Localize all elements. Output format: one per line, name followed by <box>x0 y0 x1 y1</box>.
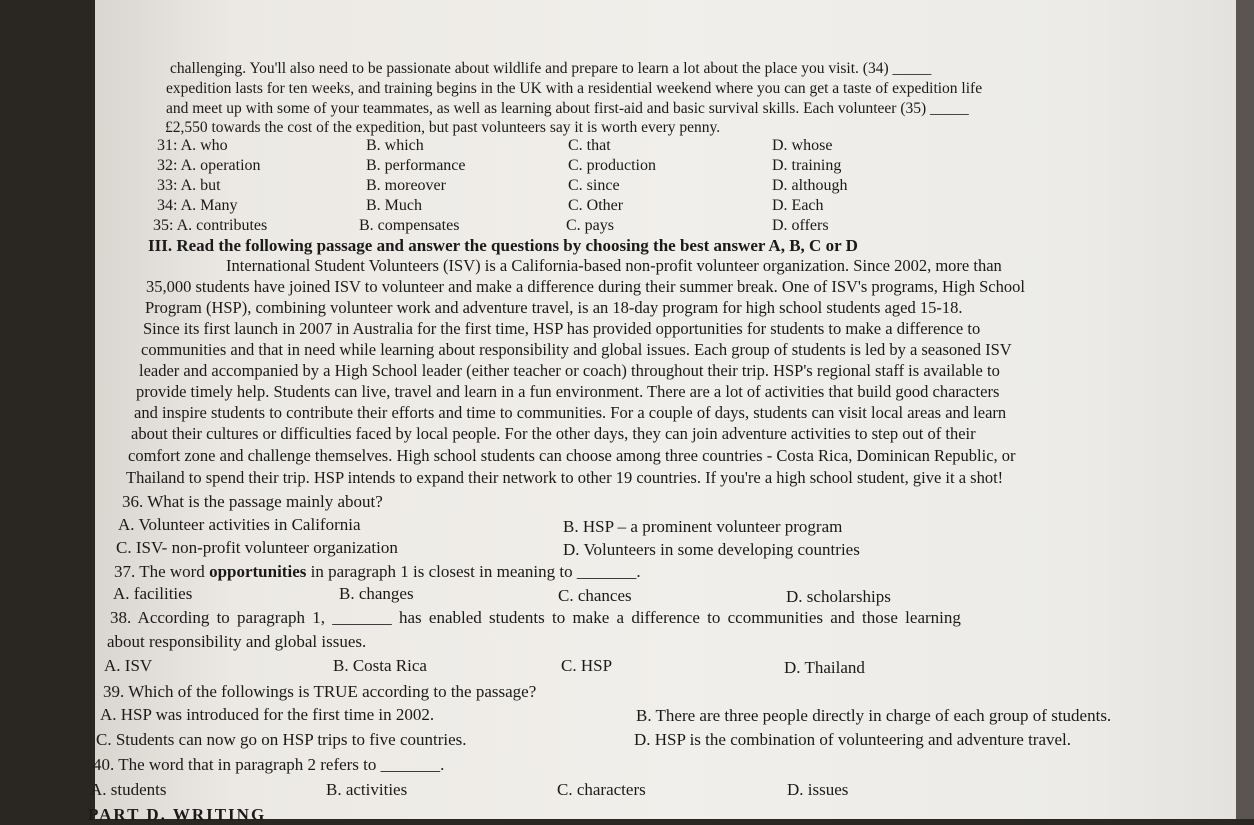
question-36-stem: 36. What is the passage mainly about? <box>122 492 383 511</box>
question-40-option-c[interactable]: C. characters <box>557 780 646 799</box>
question-37-stem <box>114 562 641 582</box>
question-37-keyword: opportunities <box>209 562 307 581</box>
question-36-option-d[interactable]: D. Volunteers in some developing countries <box>563 540 860 559</box>
question-38-stem-line-2: about responsibility and global issues. <box>107 632 367 651</box>
cloze-32-b[interactable]: B. performance <box>366 157 466 174</box>
passage-line-9: about their cultures or difficulties faced by local people. For the other days, they can join adventure activities to step out of their <box>131 424 976 443</box>
passage-line-8: and inspire students to contribute their efforts and time to communities. For a couple of days, students can visit local areas and learn <box>134 403 1007 422</box>
question-37-option-c[interactable]: C. chances <box>558 586 632 605</box>
cloze-35-a[interactable]: 35: A. contributes <box>153 217 268 234</box>
question-38-option-d[interactable]: D. Thailand <box>784 658 865 677</box>
cloze-32-c[interactable]: C. production <box>568 157 656 174</box>
cloze-31-b[interactable]: B. which <box>366 137 424 154</box>
question-38-option-c[interactable]: C. HSP <box>561 656 613 675</box>
question-37-stem-pre: 37. The word <box>114 562 210 581</box>
question-38-option-a[interactable]: A. ISV <box>104 656 153 675</box>
passage-line-2: 35,000 students have joined ISV to volunteer and make a difference during their summer break. One of ISV's programs, High School <box>146 277 1025 296</box>
passage-line-3: Program (HSP), combining volunteer work and adventure travel, is an 18-day program for high school students aged 15-18. <box>145 298 963 317</box>
cloze-35-b[interactable]: B. compensates <box>359 217 460 234</box>
cloze-31-d[interactable]: D. whose <box>772 137 833 154</box>
question-36-option-b[interactable]: B. HSP – a prominent volunteer program <box>563 517 843 536</box>
cloze-31-a[interactable]: 31: A. who <box>157 137 228 154</box>
question-39-option-b[interactable]: B. There are three people directly in charge of each group of students. <box>636 706 1112 725</box>
question-40-option-d[interactable]: D. issues <box>787 780 849 799</box>
question-39-stem: 39. Which of the followings is TRUE according to the passage? <box>103 682 537 701</box>
question-37-stem-post: in paragraph 1 is closest in meaning to _______. <box>306 562 641 581</box>
question-36-option-a[interactable]: A. Volunteer activities in California <box>118 515 361 534</box>
section-3-heading: III. Read the following passage and answer the questions by choosing the best answer A, B, C or D <box>148 236 858 255</box>
question-37-option-a[interactable]: A. facilities <box>113 584 193 603</box>
page-edge-shadow <box>1236 0 1254 819</box>
cloze-32-d[interactable]: D. training <box>772 157 842 174</box>
cloze-35-c[interactable]: C. pays <box>566 217 614 234</box>
cloze-33-b[interactable]: B. moreover <box>366 177 446 194</box>
cloze-34-a[interactable]: 34: A. Many <box>157 197 238 214</box>
question-39-option-c[interactable]: C. Students can now go on HSP trips to five countries. <box>96 730 467 749</box>
cloze-32-a[interactable]: 32: A. operation <box>157 157 261 174</box>
cloze-33-d[interactable]: D. although <box>772 177 848 194</box>
part-d-heading: PART D. WRITING <box>88 805 267 824</box>
cloze-33-a[interactable]: 33: A. but <box>157 177 221 194</box>
cloze-31-c[interactable]: C. that <box>568 137 611 154</box>
passage-line-5: communities and that in need while learning about responsibility and global issues. Each group of students is led by a seasoned ISV <box>141 340 1012 359</box>
question-39-option-d[interactable]: D. HSP is the combination of volunteering and adventure travel. <box>634 730 1072 749</box>
passage1-line-3: and meet up with some of your teammates, as well as learning about first-aid and basic survival skills. Each volunteer (35) _____ <box>166 100 969 117</box>
passage1-line-1: challenging. You'll also need to be passionate about wildlife and prepare to learn a lot about the place you visit. (34) _____ <box>170 60 932 77</box>
passage-line-7: provide timely help. Students can live, travel and learn in a fun environment. There are a lot of activities that build good characters <box>136 382 1000 401</box>
passage-line-11: Thailand to spend their trip. HSP intends to expand their network to other 19 countries. If you're a high school student, give it a shot! <box>126 468 1004 487</box>
cloze-34-b[interactable]: B. Much <box>366 197 422 214</box>
passage-line-1: International Student Volunteers (ISV) is a California-based non-profit volunteer organization. Since 2002, more than <box>226 256 1002 275</box>
cloze-33-c[interactable]: C. since <box>568 177 620 194</box>
question-40-option-a[interactable]: A. students <box>90 780 167 799</box>
cloze-34-d[interactable]: D. Each <box>772 197 824 214</box>
question-37-option-b[interactable]: B. changes <box>339 584 414 603</box>
question-38-stem-line-1: 38. According to paragraph 1, _______ has enabled students to make a difference to ccommunities and those learning <box>110 608 961 627</box>
cloze-35-d[interactable]: D. offers <box>772 217 829 234</box>
question-36-option-c[interactable]: C. ISV- non-profit volunteer organization <box>116 538 398 557</box>
question-38-option-b[interactable]: B. Costa Rica <box>333 656 427 675</box>
passage1-line-2: expedition lasts for ten weeks, and training begins in the UK with a residential weekend where you can get a taste of expedition life <box>166 80 983 97</box>
cloze-34-c[interactable]: C. Other <box>568 197 624 214</box>
passage-line-6: leader and accompanied by a High School leader (either teacher or coach) throughout their trip. HSP's regional staff is available to <box>139 361 1000 380</box>
question-40-option-b[interactable]: B. activities <box>326 780 408 799</box>
question-39-option-a[interactable]: A. HSP was introduced for the first time in 2002. <box>100 705 435 724</box>
passage-line-4: Since its first launch in 2007 in Australia for the first time, HSP has provided opportunities for students to make a difference to <box>143 319 981 338</box>
question-40-stem: 40. The word that in paragraph 2 refers to _______. <box>93 755 445 774</box>
question-37-option-d[interactable]: D. scholarships <box>786 587 891 606</box>
passage-line-10: comfort zone and challenge themselves. High school students can choose among three countries - Costa Rica, Dominican Republic, or <box>128 446 1016 465</box>
passage1-line-4: £2,550 towards the cost of the expedition, but past volunteers say it is worth every penny. <box>165 119 721 136</box>
